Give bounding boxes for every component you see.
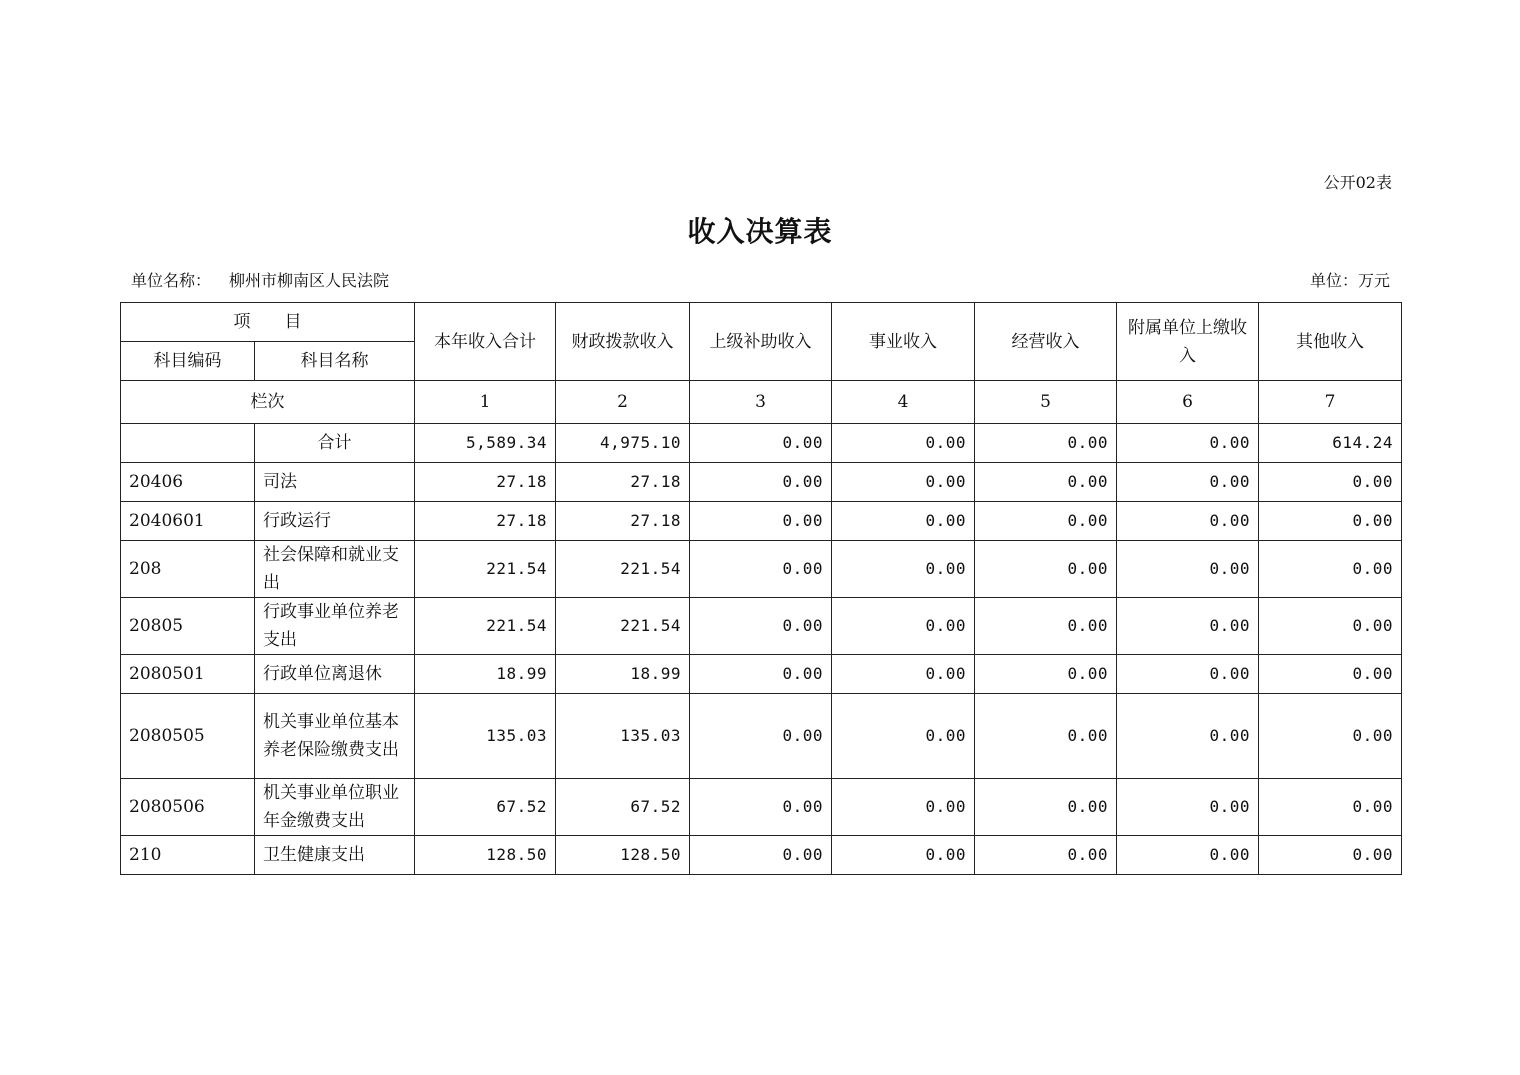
cell-value: 0.00 — [1259, 502, 1402, 541]
column-index: 6 — [1117, 381, 1259, 424]
cell-value: 18.99 — [556, 655, 690, 694]
table-row — [121, 463, 1402, 502]
cell-value: 0.00 — [690, 655, 832, 694]
cell-value: 0.00 — [832, 655, 975, 694]
total-value: 0.00 — [975, 424, 1117, 463]
cell-value: 0.00 — [1117, 502, 1259, 541]
column-index: 1 — [415, 381, 556, 424]
subject-code: 20406 — [121, 463, 255, 502]
table-row — [121, 502, 1402, 541]
subject-code: 2080501 — [121, 655, 255, 694]
subject-name: 社会保障和就业支出 — [255, 541, 415, 598]
cell-value: 0.00 — [1117, 694, 1259, 779]
table-row — [121, 694, 1402, 779]
column-index: 4 — [832, 381, 975, 424]
subject-code: 2080506 — [121, 779, 255, 836]
total-value: 0.00 — [1117, 424, 1259, 463]
subject-code: 210 — [121, 836, 255, 875]
cell-value: 0.00 — [975, 541, 1117, 598]
cell-value: 0.00 — [690, 463, 832, 502]
cell-value: 67.52 — [415, 779, 556, 836]
cell-value: 0.00 — [832, 598, 975, 655]
subject-name: 行政运行 — [255, 502, 415, 541]
column-header: 上级补助收入 — [690, 303, 832, 381]
cell-value: 0.00 — [975, 836, 1117, 875]
cell-value: 0.00 — [690, 694, 832, 779]
total-value: 614.24 — [1259, 424, 1402, 463]
cell-value: 221.54 — [556, 541, 690, 598]
cell-value: 0.00 — [832, 502, 975, 541]
subject-name: 行政事业单位养老支出 — [255, 598, 415, 655]
cell-value: 221.54 — [415, 598, 556, 655]
cell-value: 0.00 — [832, 541, 975, 598]
table-row — [121, 836, 1402, 875]
cell-value: 135.03 — [556, 694, 690, 779]
page-title: 收入决算表 — [687, 215, 833, 248]
total-value: 0.00 — [832, 424, 975, 463]
cell-value: 0.00 — [1117, 655, 1259, 694]
table-row — [121, 655, 1402, 694]
header-row-1 — [121, 303, 1402, 342]
cell-value: 0.00 — [1259, 463, 1402, 502]
cell-value: 0.00 — [690, 779, 832, 836]
column-header: 附属单位上缴收入 — [1117, 303, 1259, 381]
subject-name: 机关事业单位基本养老保险缴费支出 — [255, 694, 415, 779]
cell-value: 0.00 — [975, 655, 1117, 694]
cell-value: 0.00 — [1117, 463, 1259, 502]
column-index: 7 — [1259, 381, 1402, 424]
cell-value: 0.00 — [975, 598, 1117, 655]
cell-value: 0.00 — [690, 836, 832, 875]
form-number: 公开02表 — [1323, 173, 1392, 192]
currency-unit: 单位：万元 — [1309, 271, 1390, 290]
cell-value: 18.99 — [415, 655, 556, 694]
subject-name: 司法 — [255, 463, 415, 502]
cell-value: 0.00 — [832, 779, 975, 836]
column-index-label: 栏次 — [121, 381, 415, 424]
total-label: 合计 — [255, 424, 415, 463]
cell-value: 0.00 — [975, 694, 1117, 779]
total-value: 5,589.34 — [415, 424, 556, 463]
cell-value: 0.00 — [975, 463, 1117, 502]
header-name: 科目名称 — [255, 342, 415, 381]
table-row — [121, 598, 1402, 655]
cell-value: 0.00 — [1259, 779, 1402, 836]
cell-value: 135.03 — [415, 694, 556, 779]
cell-value: 0.00 — [690, 502, 832, 541]
unit-name-label: 单位名称： — [131, 271, 212, 290]
cell-value: 0.00 — [975, 779, 1117, 836]
header-item: 项 目 — [121, 303, 415, 342]
subject-code: 208 — [121, 541, 255, 598]
cell-value: 221.54 — [415, 541, 556, 598]
cell-value: 128.50 — [556, 836, 690, 875]
cell-value: 0.00 — [975, 502, 1117, 541]
column-index: 5 — [975, 381, 1117, 424]
cell-value: 27.18 — [556, 502, 690, 541]
total-code — [121, 424, 255, 463]
cell-value: 0.00 — [1259, 836, 1402, 875]
unit-name-line — [131, 268, 389, 291]
cell-value: 0.00 — [1259, 694, 1402, 779]
subject-code: 2080505 — [121, 694, 255, 779]
column-header: 经营收入 — [975, 303, 1117, 381]
subject-code: 2040601 — [121, 502, 255, 541]
income-table — [120, 302, 1402, 875]
unit-name-value: 柳州市柳南区人民法院 — [229, 271, 390, 290]
cell-value: 0.00 — [1117, 836, 1259, 875]
total-row — [121, 424, 1402, 463]
table-row — [121, 779, 1402, 836]
cell-value: 0.00 — [690, 541, 832, 598]
subject-code: 20805 — [121, 598, 255, 655]
column-header: 事业收入 — [832, 303, 975, 381]
cell-value: 0.00 — [832, 694, 975, 779]
column-header: 财政拨款收入 — [556, 303, 690, 381]
subject-name: 行政单位离退休 — [255, 655, 415, 694]
cell-value: 0.00 — [832, 463, 975, 502]
header-code: 科目编码 — [121, 342, 255, 381]
cell-value: 0.00 — [1117, 541, 1259, 598]
cell-value: 0.00 — [1117, 598, 1259, 655]
subject-name: 卫生健康支出 — [255, 836, 415, 875]
total-value: 4,975.10 — [556, 424, 690, 463]
total-value: 0.00 — [690, 424, 832, 463]
column-header: 其他收入 — [1259, 303, 1402, 381]
cell-value: 0.00 — [1117, 779, 1259, 836]
cell-value: 221.54 — [556, 598, 690, 655]
column-index: 2 — [556, 381, 690, 424]
cell-value: 0.00 — [1259, 655, 1402, 694]
cell-value: 67.52 — [556, 779, 690, 836]
table-row — [121, 541, 1402, 598]
cell-value: 27.18 — [556, 463, 690, 502]
subject-name: 机关事业单位职业年金缴费支出 — [255, 779, 415, 836]
cell-value: 27.18 — [415, 502, 556, 541]
cell-value: 0.00 — [690, 598, 832, 655]
cell-value: 0.00 — [1259, 598, 1402, 655]
cell-value: 128.50 — [415, 836, 556, 875]
cell-value: 0.00 — [832, 836, 975, 875]
cell-value: 0.00 — [1259, 541, 1402, 598]
column-index: 3 — [690, 381, 832, 424]
cell-value: 27.18 — [415, 463, 556, 502]
column-header: 本年收入合计 — [415, 303, 556, 381]
column-index-row — [121, 381, 1402, 424]
